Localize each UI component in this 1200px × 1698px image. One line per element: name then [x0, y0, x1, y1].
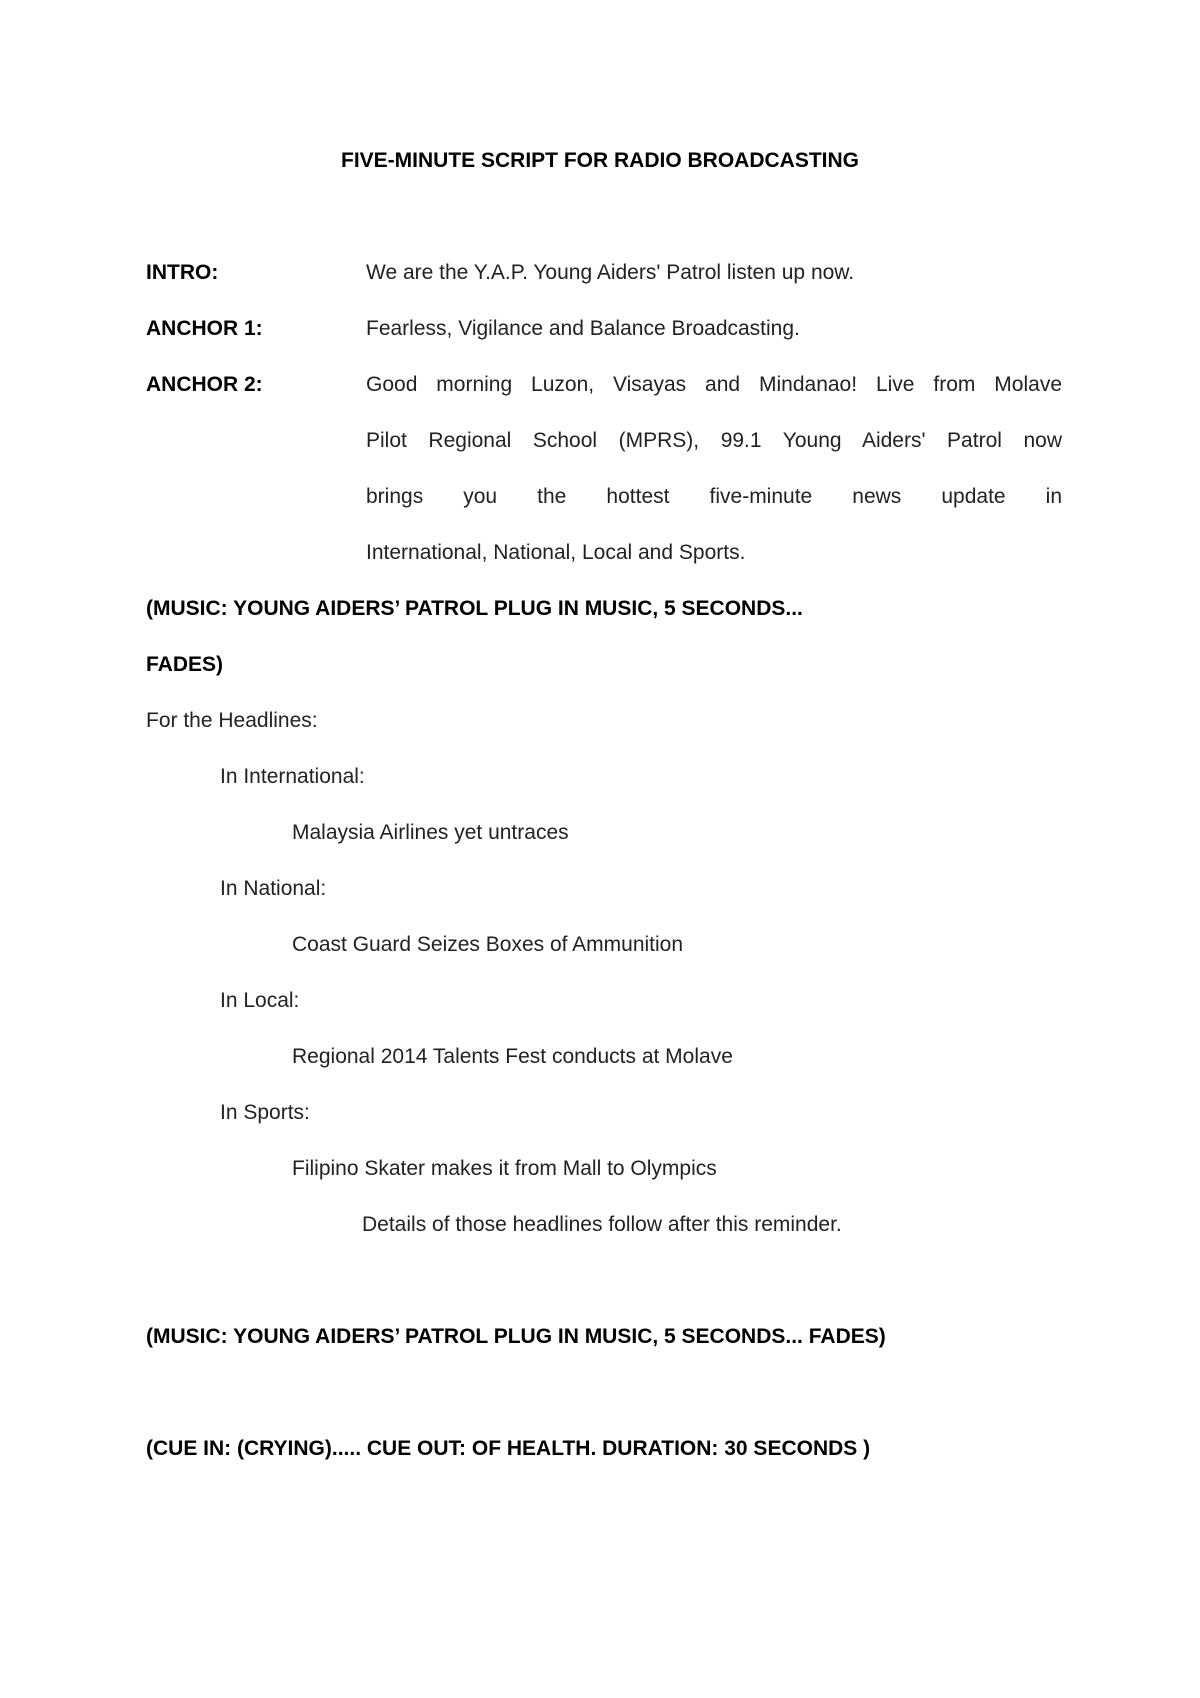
speaker-text-anchor-1: Fearless, Vigilance and Balance Broadcasting. — [366, 317, 800, 340]
headline-national: Coast Guard Seizes Boxes of Ammunition — [292, 933, 684, 956]
speaker-text-anchor-2-line-1: Good morning Luzon, Visayas and Mindanao! Live from Molave — [366, 373, 1062, 396]
speaker-label-anchor-1: ANCHOR 1: — [146, 317, 263, 340]
headlines-intro: For the Headlines: — [146, 709, 318, 732]
speaker-text-anchor-2-line-3: brings you the hottest five-minute news update in — [366, 485, 1062, 508]
speaker-label-intro: INTRO: — [146, 261, 219, 284]
cue-in-out-line: (CUE IN: (CRYING)..... CUE OUT: OF HEALTH. DURATION: 30 SECONDS ) — [146, 1437, 871, 1460]
headline-category-national: In National: — [220, 877, 327, 900]
headline-sports: Filipino Skater makes it from Mall to Olympics — [292, 1157, 717, 1180]
speaker-text-intro: We are the Y.A.P. Young Aiders' Patrol listen up now. — [366, 261, 855, 284]
music-cue-1-line-1: (MUSIC: YOUNG AIDERS’ PATROL PLUG IN MUSIC, 5 SECONDS... — [146, 597, 803, 620]
document-title: FIVE-MINUTE SCRIPT FOR RADIO BROADCASTING — [341, 149, 859, 172]
music-cue-1-line-2: FADES) — [146, 653, 224, 676]
speaker-label-anchor-2: ANCHOR 2: — [146, 373, 263, 396]
headline-category-local: In Local: — [220, 989, 300, 1012]
headline-category-international: In International: — [220, 765, 365, 788]
music-cue-2: (MUSIC: YOUNG AIDERS’ PATROL PLUG IN MUSIC, 5 SECONDS... FADES) — [146, 1325, 886, 1348]
headline-category-sports: In Sports: — [220, 1101, 310, 1124]
speaker-text-anchor-2-line-4: International, National, Local and Sports. — [366, 541, 746, 564]
headline-local: Regional 2014 Talents Fest conducts at Molave — [292, 1045, 733, 1068]
headline-international: Malaysia Airlines yet untraces — [292, 821, 569, 844]
speaker-text-anchor-2-line-2: Pilot Regional School (MPRS), 99.1 Young Aiders' Patrol now — [366, 429, 1062, 452]
reminder-text: Details of those headlines follow after this reminder. — [362, 1213, 842, 1236]
